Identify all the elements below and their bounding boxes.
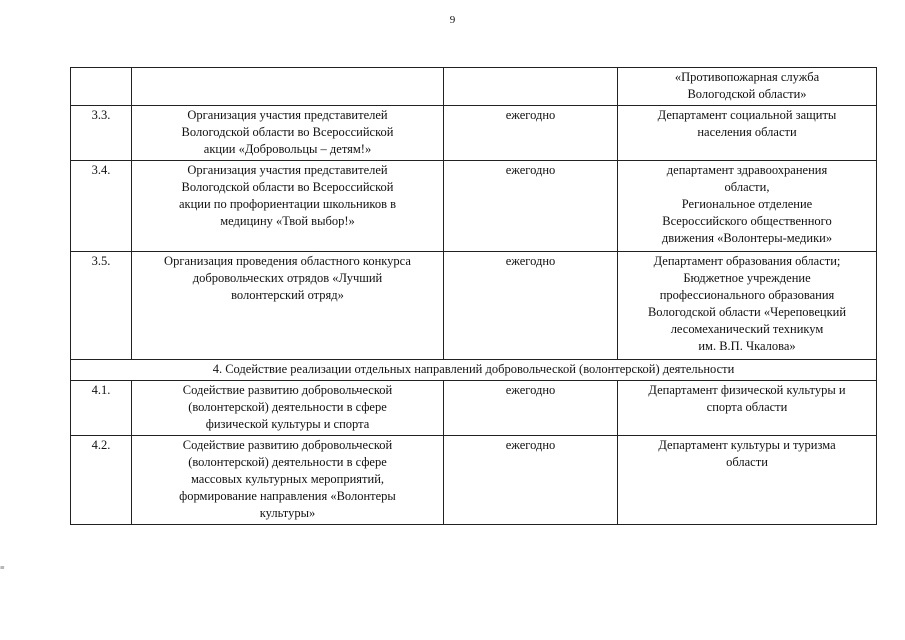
executor-cell-line: департамент здравоохранения	[666, 163, 828, 177]
executor-cell-line: Региональное отделение	[681, 197, 813, 211]
executor-cell-line: движения «Волонтеры-медики»	[661, 231, 833, 245]
executor-cell	[618, 106, 877, 161]
measures-table	[70, 67, 877, 525]
activity-cell	[132, 161, 444, 252]
executor-cell	[618, 436, 877, 525]
activity-cell-line: волонтерский отряд»	[231, 288, 344, 302]
activity-cell-line: добровольческих отрядов «Лучший	[192, 271, 383, 285]
item-number: 3.5.	[71, 252, 132, 360]
activity-cell-line: Организация участия представителей	[187, 108, 388, 122]
executor-cell	[618, 381, 877, 436]
executor-cell-line: Департамент социальной защиты	[657, 108, 837, 122]
executor-cell-line: спорта области	[706, 400, 788, 414]
activity-cell-line: акции по профориентации школьников в	[178, 197, 397, 211]
executor-cell-line: профессионального образования	[659, 288, 835, 302]
activity-cell-line: акции «Добровольцы – детям!»	[203, 142, 372, 156]
activity-cell-line: Организация проведения областного конкурса	[164, 254, 411, 268]
table-row	[71, 252, 877, 360]
executor-cell-line: Бюджетное учреждение	[683, 271, 811, 285]
activity-cell-line: Содействие развитию добровольческой	[182, 383, 393, 397]
term-cell: ежегодно	[444, 381, 618, 436]
executor-cell-line: Департамент образования области;	[653, 254, 841, 268]
table-row	[71, 106, 877, 161]
executor-cell-line: Вологодской области»	[687, 87, 807, 101]
table-row	[71, 68, 877, 106]
term-cell: ежегодно	[444, 436, 618, 525]
margin-mark: ≡	[0, 563, 5, 572]
executor-cell	[618, 161, 877, 252]
activity-cell-line: Содействие развитию добровольческой	[182, 438, 393, 452]
executor-cell-line: населения области	[697, 125, 797, 139]
executor-cell	[618, 68, 877, 106]
item-number	[71, 68, 132, 106]
term-cell	[444, 68, 618, 106]
activity-cell-line: Организация участия представителей	[187, 163, 388, 177]
term-cell: ежегодно	[444, 161, 618, 252]
activity-cell-line: медицину «Твой выбор!»	[220, 214, 355, 228]
item-number: 4.1.	[71, 381, 132, 436]
activity-cell-line: (волонтерской) деятельности в сфере	[188, 400, 387, 414]
section-title: 4. Содействие реализации отдельных направлений добровольческой (волонтерской) деятельности	[71, 360, 877, 381]
item-number: 3.3.	[71, 106, 132, 161]
item-number: 3.4.	[71, 161, 132, 252]
executor-cell-line: области	[726, 455, 768, 469]
activity-cell-line: физической культуры и спорта	[205, 417, 370, 431]
activity-cell-line: (волонтерской) деятельности в сфере	[188, 455, 387, 469]
executor-cell	[618, 252, 877, 360]
item-number: 4.2.	[71, 436, 132, 525]
activity-cell	[132, 68, 444, 106]
executor-cell-line: лесомеханический техникум	[670, 322, 824, 336]
activity-cell	[132, 381, 444, 436]
table-body	[71, 68, 877, 525]
executor-cell-line: Департамент культуры и туризма	[658, 438, 836, 452]
table-row	[71, 161, 877, 252]
activity-cell-line: массовых культурных мероприятий,	[190, 472, 385, 486]
table-row	[71, 436, 877, 525]
table-row	[71, 381, 877, 436]
activity-cell	[132, 106, 444, 161]
activity-cell	[132, 252, 444, 360]
executor-cell-line: области,	[724, 180, 770, 194]
term-cell: ежегодно	[444, 252, 618, 360]
executor-cell-line: Всероссийского общественного	[662, 214, 832, 228]
activity-cell-line: культуры»	[259, 506, 316, 520]
activity-cell-line: формирование направления «Волонтеры	[179, 489, 396, 503]
executor-cell-line: «Противопожарная служба	[674, 70, 820, 84]
executor-cell-line: Департамент физической культуры и	[648, 383, 846, 397]
executor-cell-line: им. В.П. Чкалова»	[698, 339, 796, 353]
activity-cell	[132, 436, 444, 525]
page-number: 9	[449, 14, 456, 26]
activity-cell-line: Вологодской области во Всероссийской	[181, 180, 394, 194]
executor-cell-line: Вологодской области «Череповецкий	[647, 305, 847, 319]
section-header-row	[71, 360, 877, 381]
term-cell: ежегодно	[444, 106, 618, 161]
activity-cell-line: Вологодской области во Всероссийской	[181, 125, 394, 139]
